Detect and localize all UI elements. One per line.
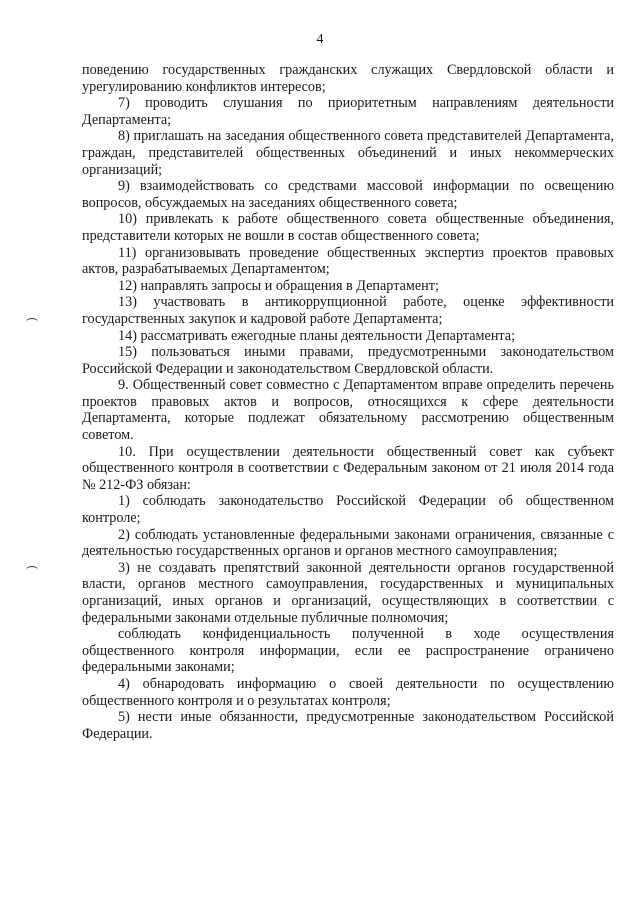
punch-hole-mark	[26, 566, 38, 574]
list-item: 4) обнародовать информацию о своей деятельности по осуществлению общественного контроля и о результатах контроля;	[82, 675, 614, 709]
list-item: 8) приглашать на заседания общественного совета представителей Департамента, граждан, представителей общественных объединений и иных некоммерческих организаций;	[82, 128, 614, 178]
list-item: 1) соблюдать законодательство Российской Федерации об общественном контроле;	[82, 493, 614, 527]
list-item: 3) не создавать препятствий законной деятельности органов государственной власти, органов местного самоуправления, государственных и муниципальных организаций, иных органов и организаций, осуществляющих в соответствии с федеральными законами отдельные публичные полномочия;	[82, 559, 614, 626]
list-item: 9) взаимодействовать со средствами массовой информации по освещению вопросов, обсуждаемых на заседаниях общественного совета;	[82, 178, 614, 211]
list-item: 7) проводить слушания по приоритетным направлениям деятельности Департамента;	[82, 95, 614, 128]
list-item: 10) привлекать к работе общественного совета общественные объединения, представители которых не вошли в состав общественного совета;	[82, 211, 614, 244]
list-item: 14) рассматривать ежегодные планы деятельности Департамента;	[118, 327, 516, 344]
page-number: 4	[316, 32, 324, 47]
list-item: 15) пользоваться иными правами, предусмотренными законодательством Российской Федерации и законодательством Свердловской области.	[82, 344, 614, 377]
paragraph: поведению государственных гражданских служащих Свердловской области и урегулированию конфликтов интересов;	[82, 62, 614, 95]
punch-hole-mark	[26, 318, 38, 326]
list-item: соблюдать конфиденциальность полученной в ходе осуществления общественного контроля информации, если ее распространение ограничено федеральными законами;	[82, 626, 614, 676]
document-body	[82, 62, 614, 742]
clause-9: 9. Общественный совет совместно с Департаментом вправе определить перечень проектов правовых актов и вопросов, относящихся к сфере деятельности Департамента, которые подлежат обязательному рассмотрению общественным советом.	[82, 377, 614, 444]
list-item: 5) нести иные обязанности, предусмотренные законодательством Российской Федерации.	[82, 709, 614, 742]
list-item: 2) соблюдать установленные федеральными законами ограничения, связанные с деятельностью государственных органов и органов местного самоуправления;	[82, 526, 614, 560]
clause-10: 10. При осуществлении деятельности общественный совет как субъект общественного контроля в соответствии с Федеральным законом от 21 июля 2014 года № 212-ФЗ обязан:	[82, 443, 614, 493]
list-item: 12) направлять запросы и обращения в Департамент;	[118, 277, 439, 294]
list-item: 11) организовывать проведение общественных экспертиз проектов правовых актов, разрабатываемых Департаментом;	[82, 244, 614, 278]
list-item: 13) участвовать в антикоррупционной работе, оценке эффективности государственных закупок и кадровой работе Департамента;	[82, 294, 614, 327]
